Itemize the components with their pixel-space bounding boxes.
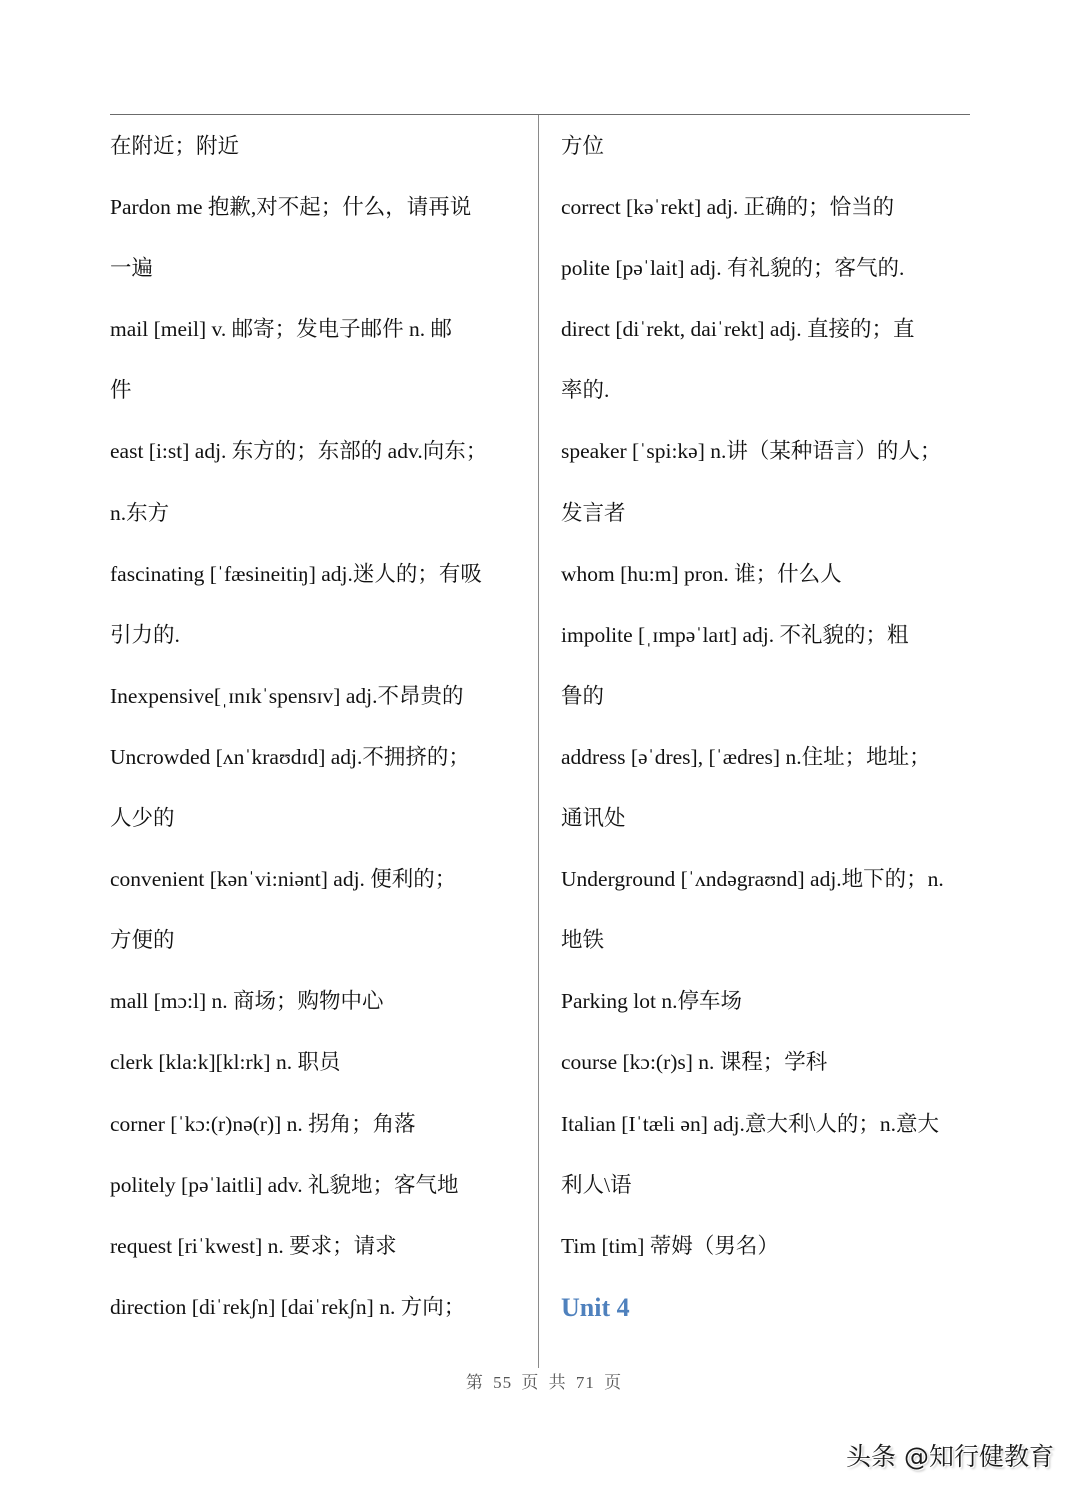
vocab-line: convenient [kənˈvi:niənt] adj. 便利的； — [110, 867, 457, 892]
vocab-line: Pardon me 抱歉,对不起；什么，请再说 — [110, 195, 472, 220]
vocab-line: correct [kəˈrekt] adj. 正确的；恰当的 — [561, 195, 895, 220]
vocab-line: 引力的. — [110, 622, 180, 647]
header-rule — [110, 114, 970, 115]
column-divider — [538, 115, 539, 1368]
vocab-line: clerk [kla:k][kl:rk] n. 职员 — [110, 1050, 341, 1075]
vocab-line: Italian [Iˈtæli ən] adj.意大利\人的；n.意大 — [561, 1111, 939, 1136]
vocab-line: 件 — [110, 378, 132, 403]
vocab-line: politely [pəˈlaitli] adv. 礼貌地；客气地 — [110, 1172, 459, 1197]
vocab-line: Tim [tim] 蒂姆（男名） — [561, 1233, 779, 1258]
vocab-line: 鲁的 — [561, 683, 605, 708]
vocab-line: course [kɔ:(r)s] n. 课程；学科 — [561, 1050, 828, 1075]
left-column — [110, 116, 530, 1338]
vocab-line: Uncrowded [ʌnˈkraʊdɪd] adj.不拥挤的； — [110, 744, 470, 769]
vocab-line: 方位 — [561, 134, 605, 158]
vocab-line: 率的. — [561, 378, 610, 403]
section-heading-unit-4: Unit 4 — [561, 1292, 630, 1322]
vocab-line: 地铁 — [561, 928, 605, 953]
right-column — [561, 116, 981, 1338]
vocab-line: address [əˈdres], [ˈædres] n.住址；地址； — [561, 744, 931, 769]
vocab-line: mail [meil] v. 邮寄；发电子邮件 n. 邮 — [110, 317, 452, 342]
vocab-line: east [i:st] adj. 东方的；东部的 adv.向东； — [110, 439, 488, 464]
vocab-line: speaker [ˈspi:kə] n.讲（某种语言）的人； — [561, 439, 942, 464]
page-number-footer: 第 55 页 共 71 页 — [465, 1373, 623, 1392]
vocab-line: request [riˈkwest] n. 要求；请求 — [110, 1233, 397, 1258]
vocab-line: 利人\语 — [561, 1172, 632, 1197]
vocab-line: n.东方 — [110, 500, 170, 525]
vocab-line: 发言者 — [561, 500, 626, 525]
vocab-line: direction [diˈrekʃn] [daiˈrekʃn] n. 方向； — [110, 1294, 466, 1319]
vocab-line: impolite [ˌɪmpəˈlaɪt] adj. 不礼貌的；粗 — [561, 622, 909, 647]
vocab-line: corner [ˈkɔ:(r)nə(r)] n. 拐角；角落 — [110, 1111, 416, 1136]
vocab-line: polite [pəˈlait] adj. 有礼貌的；客气的. — [561, 256, 905, 281]
vocab-line: 通讯处 — [561, 806, 626, 831]
vocab-line: mall [mɔ:l] n. 商场；购物中心 — [110, 989, 384, 1014]
vocab-line: 在附近；附近 — [110, 134, 240, 158]
vocab-line: Inexpensive[ˌɪnɪkˈspensɪv] adj.不昂贵的 — [110, 683, 464, 708]
vocab-line: 方便的 — [110, 928, 175, 953]
vocab-line: 人少的 — [110, 806, 175, 831]
vocab-line: whom [hu:m] pron. 谁；什么人 — [561, 561, 842, 586]
vocab-line: direct [diˈrekt, daiˈrekt] adj. 直接的；直 — [561, 317, 915, 342]
vocab-line: fascinating [ˈfæsineitiŋ] adj.迷人的；有吸 — [110, 561, 482, 586]
vocab-line: Underground [ˈʌndəgraʊnd] adj.地下的；n. — [561, 867, 944, 892]
vocab-line: 一遍 — [110, 256, 154, 281]
watermark-text: 头条 @知行健教育 — [846, 1442, 1054, 1471]
vocab-line: Parking lot n.停车场 — [561, 989, 742, 1014]
